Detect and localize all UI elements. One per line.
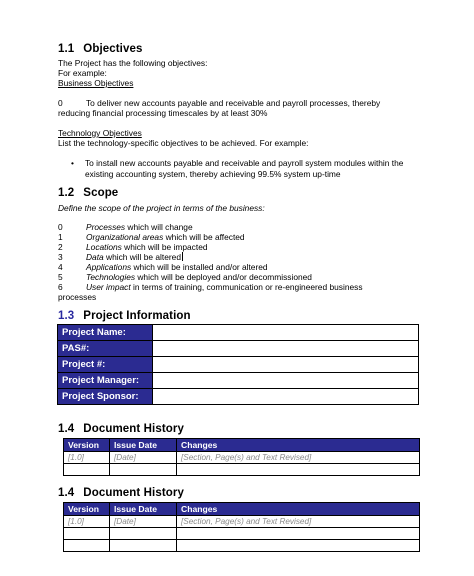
project-manager-field[interactable] bbox=[153, 373, 419, 389]
project-sponsor-label: Project Sponsor: bbox=[58, 389, 153, 405]
scope-item-text: which will be affected bbox=[163, 232, 245, 242]
version-cell[interactable]: [1.0] bbox=[64, 516, 110, 528]
project-number-field[interactable] bbox=[153, 357, 419, 373]
business-objective-item bbox=[58, 98, 380, 108]
scope-item bbox=[58, 222, 193, 232]
text-cursor bbox=[182, 252, 183, 261]
document-history-heading bbox=[58, 487, 184, 499]
scope-heading-text: Scope bbox=[83, 187, 119, 199]
objectives-intro: The Project has the following objectives: bbox=[58, 58, 208, 68]
table-row bbox=[64, 464, 420, 476]
project-name-label: Project Name: bbox=[58, 325, 153, 341]
technology-objectives-intro: List the technology-specific objectives to be achieved. For example: bbox=[58, 138, 309, 148]
scope-item bbox=[58, 282, 363, 292]
issue-date-cell[interactable] bbox=[110, 464, 177, 476]
changes-cell[interactable] bbox=[177, 464, 420, 476]
version-column-header: Version bbox=[64, 503, 110, 516]
version-cell[interactable]: [1.0] bbox=[64, 452, 110, 464]
issue-date-column-header: Issue Date bbox=[110, 503, 177, 516]
project-info-table bbox=[57, 324, 419, 405]
table-row bbox=[64, 540, 420, 552]
scope-item-text: in terms of training, communication or re-engineered business bbox=[130, 282, 363, 292]
technology-bullet-item bbox=[71, 158, 403, 168]
scope-item bbox=[58, 242, 208, 252]
project-sponsor-field[interactable] bbox=[153, 389, 419, 405]
issue-date-cell[interactable]: [Date] bbox=[110, 452, 177, 464]
project-number-label: Project #: bbox=[58, 357, 153, 373]
scope-item-number: 0 bbox=[58, 222, 63, 232]
business-objective-line1: To deliver new accounts payable and receivable and payroll processes, thereby bbox=[86, 98, 381, 108]
version-cell[interactable] bbox=[64, 528, 110, 540]
technology-objective-line2: existing accounting system, thereby achieving 99.5% system up-time bbox=[85, 169, 341, 179]
changes-column-header: Changes bbox=[177, 439, 420, 452]
scope-item-text: which will be installed and/or altered bbox=[131, 262, 268, 272]
technology-objective-line1: To install new accounts payable and receivable and payroll system modules within the bbox=[85, 158, 404, 168]
version-cell[interactable] bbox=[64, 540, 110, 552]
table-header-row bbox=[64, 503, 420, 516]
scope-item-number: 5 bbox=[58, 272, 63, 282]
scope-item-number: 3 bbox=[58, 252, 63, 262]
document-history-heading-text: Document History bbox=[83, 423, 184, 435]
scope-item-term: Organizational areas bbox=[86, 232, 164, 242]
scope-item-term: User impact bbox=[86, 282, 131, 292]
scope-item bbox=[58, 272, 312, 282]
table-row bbox=[58, 373, 419, 389]
objectives-example: For example: bbox=[58, 68, 107, 78]
table-row bbox=[58, 389, 419, 405]
scope-item-term: Technologies bbox=[86, 272, 136, 282]
technology-objectives-label: Technology Objectives bbox=[58, 128, 142, 138]
scope-item bbox=[58, 252, 183, 262]
business-objective-line2: reducing financial processing timescales by at least 30% bbox=[58, 108, 268, 118]
table-row bbox=[58, 325, 419, 341]
version-cell[interactable] bbox=[64, 464, 110, 476]
objectives-heading-text: Objectives bbox=[83, 43, 143, 55]
scope-item bbox=[58, 262, 268, 272]
table-header-row bbox=[64, 439, 420, 452]
document-history-heading bbox=[58, 423, 184, 435]
document-history-heading-number: 1.4 bbox=[58, 487, 75, 499]
scope-item-text: which will change bbox=[125, 222, 193, 232]
table-row bbox=[58, 357, 419, 373]
version-column-header: Version bbox=[64, 439, 110, 452]
changes-cell[interactable]: [Section, Page(s) and Text Revised] bbox=[177, 452, 420, 464]
changes-column-header: Changes bbox=[177, 503, 420, 516]
objectives-heading-number: 1.1 bbox=[58, 43, 75, 55]
document-history-heading-text: Document History bbox=[83, 487, 184, 499]
changes-cell[interactable] bbox=[177, 528, 420, 540]
scope-item-text: which will be deployed and/or decommissioned bbox=[135, 272, 312, 282]
project-info-heading-number: 1.3 bbox=[58, 310, 75, 322]
table-row bbox=[58, 341, 419, 357]
document-history-heading-number: 1.4 bbox=[58, 423, 75, 435]
issue-date-cell[interactable]: [Date] bbox=[110, 516, 177, 528]
business-objectives-label: Business Objectives bbox=[58, 78, 134, 88]
scope-item-continuation: processes bbox=[58, 292, 97, 302]
table-row bbox=[64, 452, 420, 464]
scope-item-number: 6 bbox=[58, 282, 63, 292]
objectives-heading bbox=[58, 43, 142, 55]
scope-item-number: 4 bbox=[58, 262, 63, 272]
scope-item-number: 1 bbox=[58, 232, 63, 242]
pas-label: PAS#: bbox=[58, 341, 153, 357]
issue-date-cell[interactable] bbox=[110, 540, 177, 552]
issue-date-column-header: Issue Date bbox=[110, 439, 177, 452]
project-info-heading-text: Project Information bbox=[83, 310, 191, 322]
issue-date-cell[interactable] bbox=[110, 528, 177, 540]
project-manager-label: Project Manager: bbox=[58, 373, 153, 389]
scope-item-term: Locations bbox=[86, 242, 122, 252]
changes-cell[interactable] bbox=[177, 540, 420, 552]
scope-intro: Define the scope of the project in terms of the business: bbox=[58, 203, 265, 213]
business-objective-number: 0 bbox=[58, 98, 63, 108]
scope-item-term: Processes bbox=[86, 222, 126, 232]
table-row bbox=[64, 516, 420, 528]
scope-item-text: which will be impacted bbox=[121, 242, 208, 252]
project-name-field[interactable] bbox=[153, 325, 419, 341]
scope-heading-number: 1.2 bbox=[58, 187, 75, 199]
pas-field[interactable] bbox=[153, 341, 419, 357]
scope-item-term: Applications bbox=[86, 262, 132, 272]
document-history-table bbox=[63, 502, 420, 552]
bullet-icon: • bbox=[71, 158, 74, 168]
table-row bbox=[64, 528, 420, 540]
scope-item-number: 2 bbox=[58, 242, 63, 252]
scope-heading bbox=[58, 187, 118, 199]
scope-item-text: which will be altered bbox=[103, 252, 181, 262]
document-history-table bbox=[63, 438, 420, 476]
project-info-heading bbox=[58, 310, 191, 322]
changes-cell[interactable]: [Section, Page(s) and Text Revised] bbox=[177, 516, 420, 528]
scope-item-term: Data bbox=[86, 252, 104, 262]
scope-item bbox=[58, 232, 245, 242]
